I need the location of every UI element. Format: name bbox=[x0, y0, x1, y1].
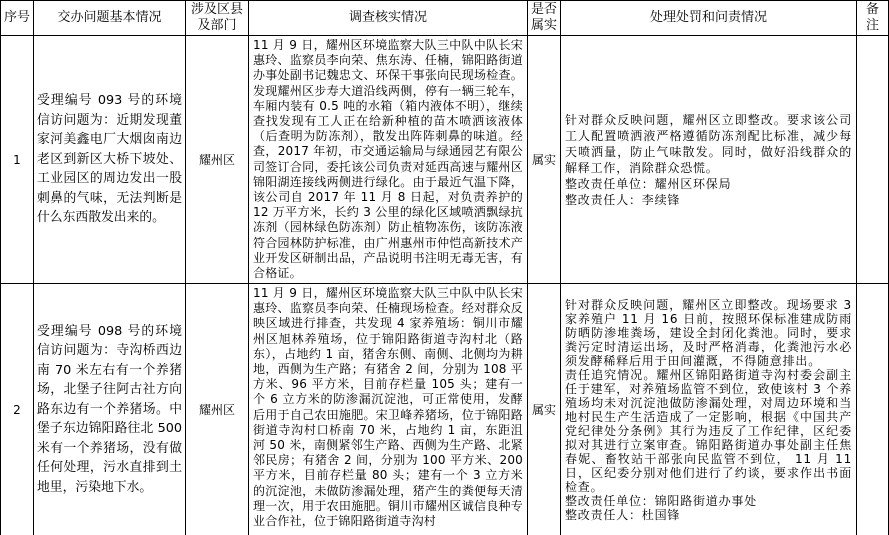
row-1-handling bbox=[561, 36, 857, 284]
row-1-handling-measures: 针对群众反映问题，耀州区立即整改。要求该公司工人配置喷洒液严格遵循防冻剂配比标准，减少每天喷洒量，防止气味散发。同时，做好沿线群众的解释工作，消除群众恐慌。 bbox=[565, 112, 852, 175]
header-district-department: 涉及区县及部门 bbox=[186, 1, 249, 36]
row-1-issue: 受理编号 093 号的环境信访问题为：近期发现董家河美鑫电厂大烟囱南边老区到新区大桥下坡处、工业园区的周边发出一股刺鼻的气味，无法判断是什么东西散发出来的。 bbox=[34, 36, 186, 284]
header-remarks: 备注 bbox=[857, 1, 889, 36]
row-1-investigation: 11 月 9 日，耀州区环境监察大队三中队中队长宋惠玲、监察员李向荣、焦东涛、任楠，锦阳路街道办事处副书记魏忠文、环保干事张向民现场检查。发现耀州区步寿大道沿线两侧，停有一辆三轮车，车厢内装有 0.5 吨的水箱（箱内液体不明），继续查找发现有工人正在给新种植的苗木喷洒该液体（后查明为防冻剂），散发出阵阵刺鼻的味道。经查，2017 年初，市交通运输局与绿通园艺有限公司签订合同，委托该公司负责对延西高速与耀州区锦阳湖连接线两侧进行绿化。由于最近气温下降，该公司自 2017 年 11 月 8 日起，对负责养护的 12 万平方米，长约 3 公里的绿化区域喷洒飘绿抗冻剂（园林绿色防冻剂）防止植物冻伤，该防冻液符合园林防护标准，由广州惠州市仲恺高新技术产业开发区研制出品，产品说明书注明无毒无害，有合格证。 bbox=[249, 36, 528, 284]
row-2-remarks bbox=[857, 284, 889, 535]
header-serial-number: 序号 bbox=[1, 1, 34, 36]
row-1-district: 耀州区 bbox=[186, 36, 249, 284]
header-verified: 是否属实 bbox=[528, 1, 561, 36]
row-1-serial-number: 1 bbox=[1, 36, 34, 284]
row-1-remarks bbox=[857, 36, 889, 284]
row-1-responsible-person: 整改责任人：李续锋 bbox=[565, 192, 681, 207]
header-issue-summary: 交办问题基本情况 bbox=[34, 1, 186, 36]
row-2-serial-number: 2 bbox=[1, 284, 34, 535]
row-2-handling bbox=[561, 284, 857, 535]
row-2-responsible-unit: 整改责任单位：锦阳路街道办事处 bbox=[565, 493, 758, 508]
row-2-investigation: 11 月 9 日，耀州区环境监察大队三中队中队长宋惠玲、监察员李向荣、任楠现场检查。经对群众反映区域进行排查，共发现 4 家养殖场：铜川市耀州区旭林养殖场，位于锦阳路街道寺沟村北（路东），占地约 1 亩，猪舍东侧、南侧、北侧均为耕地，西侧为生产路；有猪舍 2 间，分别为 108 平方米、96 平方米，目前存栏量 105 头；建有一个 6 立方米的防渗漏沉淀池，可正常使用，发酵后用于自己农田施肥。宋卫峰养猪场，位于锦阳路街道寺沟村口桥南 70 米，占地约 1 亩，东距沮河 50 米，南侧紧邻生产路、西侧为生产路、北紧邻民房；有猪舍 2 间，分别为 100 平方米、200 平方米，目前存栏量 80 头；建有一个 3 立方米的沉淀池，未做防渗漏处理，猪产生的粪便每天清理一次，用于农田施肥。铜川市耀州区诚信良种专业合作社，位于锦阳路街道寺沟村 bbox=[249, 284, 528, 535]
row-2-district: 耀州区 bbox=[186, 284, 249, 535]
row-1-responsible-unit: 整改责任单位：耀州区环保局 bbox=[565, 176, 732, 191]
row-1-verified: 属实 bbox=[528, 36, 561, 284]
row-2-verified: 属实 bbox=[528, 284, 561, 535]
header-investigation: 调查核实情况 bbox=[249, 1, 528, 36]
row-2-responsible-person: 整改责任人：杜国锋 bbox=[565, 507, 681, 522]
header-handling-accountability: 处理处罚和问责情况 bbox=[561, 1, 857, 36]
row-2-issue: 受理编号 098 号的环境信访问题为：寺沟桥西边南 70 米左右有一个养猪场，北堡子往阿古社方向路东边有一个养猪场。中堡子东边锦阳路往北 500 米有一个养猪场，没有做任何处理，污水直排到土地里，污染地下水。 bbox=[34, 284, 186, 535]
row-2-accountability: 责任追究情况。耀州区锦阳路街道寺沟村委会副主任于建军，对养殖场监管不到位，致使该村 3 个养殖场均未对沉淀池做防渗漏处理，对周边环境和当地村民生产生活造成了一定影响，根据《中国共产党纪律处分条例》其行为违反了工作纪律，区纪委拟对其进行立案审查。锦阳路街道办事处副主任焦春妮、畜牧站干部张向民监管不到位， 11 月 11 日，区纪委分别对他们进行了约谈，要求作出书面检查。 bbox=[565, 367, 852, 494]
row-2-handling-measures: 针对群众反映问题，耀州区立即整改。现场要求 3 家养殖户 11 月 16 日前，按照环保标准建成防雨防晒防渗堆粪场，建设全封闭化粪池。同时，要求粪污定时清运出场，及时严格消毒，化粪池污水必须发酵稀释后用于田间灌溉，不得随意排出。 bbox=[565, 297, 852, 368]
